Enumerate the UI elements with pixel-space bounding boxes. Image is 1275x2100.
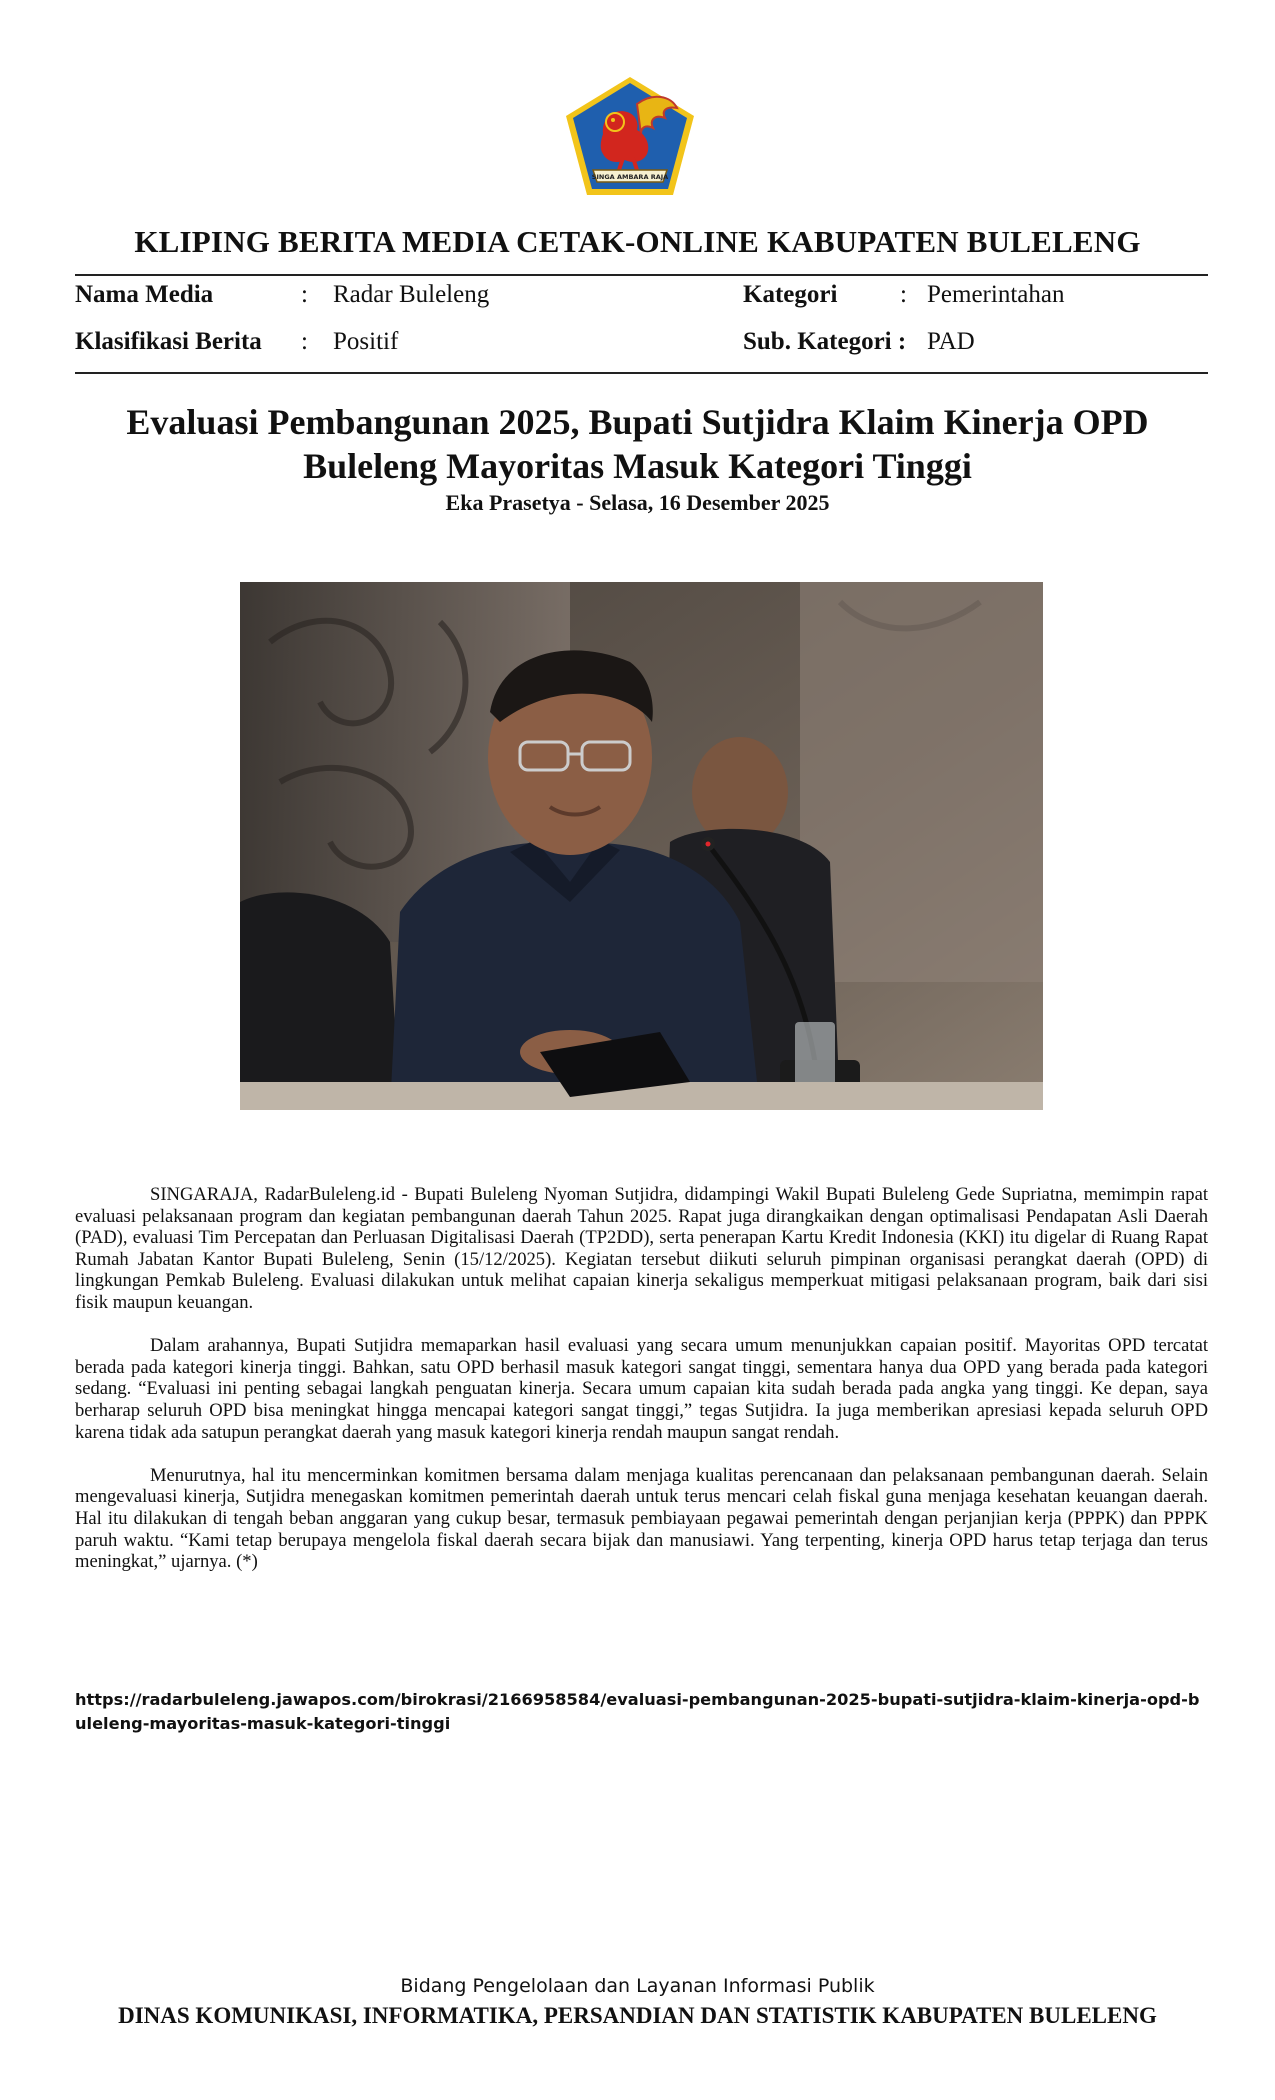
colon-separator: : <box>301 328 308 355</box>
article-byline: Eka Prasetya - Selasa, 16 Desember 2025 <box>445 490 830 515</box>
header-divider-bottom <box>75 372 1208 374</box>
kategori-value: Pemerintahan <box>927 281 1065 308</box>
sub-kategori-value: PAD <box>927 328 975 355</box>
nama-media-value: Radar Buleleng <box>333 281 490 308</box>
article-photo <box>240 582 1043 1110</box>
article-paragraph: SINGARAJA, RadarBuleleng.id - Bupati Buleleng Nyoman Sutjidra, didampingi Wakil Bupati Buleleng Gede Supriatna, memimpin rapat evaluasi pelaksanaan program dan kegiatan pembangunan daerah Tahun 2025. Rapat juga dirangkaikan dengan optimalisasi Pendapatan Asli Daerah (PAD), evaluasi Tim Percepatan dan Perluasan Digitalisasi Daerah (TP2DD), serta penerapan Kartu Kredit Indonesia (KKI) itu digelar di Ruang Rapat Rumah Jabatan Kantor Bupati Buleleng, Senin (15/12/2025). Kegiatan tersebut diikuti seluruh pimpinan organisasi perangkat daerah (OPD) di lingkungan Pemkab Buleleng. Evaluasi dilakukan untuk melihat capaian kinerja sekaligus memperkuat mitigasi pelaksanaan program, baik dari sisi fisik maupun keuangan. <box>75 1184 1208 1313</box>
logo-motto: SINGA AMBARA RAJA <box>591 173 669 181</box>
header-divider-top <box>75 274 1208 276</box>
footer-agency: DINAS KOMUNIKASI, INFORMATIKA, PERSANDIAN DAN STATISTIK KABUPATEN BULELENG <box>118 2003 1157 2028</box>
colon-separator: : <box>301 281 308 308</box>
colon-separator: : <box>900 281 907 308</box>
article-paragraph: Dalam arahannya, Bupati Sutjidra memaparkan hasil evaluasi yang secara umum menunjukkan capaian positif. Mayoritas OPD tercatat berada pada kategori kinerja tinggi. Bahkan, satu OPD berhasil masuk kategori sangat tinggi, sementara hanya dua OPD yang berada pada kategori sedang. “Evaluasi ini penting sebagai langkah penguatan kinerja. Secara umum capaian kita sudah berada pada angka yang tinggi. Ke depan, saya berharap seluruh OPD bisa meningkat hingga mencapai kategori sangat tinggi,” tegas Sutjidra. Ia juga memberikan apresiasi kepada seluruh OPD karena tidak ada satupun perangkat daerah yang masuk kategori kinerja rendah maupun sangat rendah. <box>75 1335 1208 1443</box>
source-url-link[interactable]: https://radarbuleleng.jawapos.com/birokrasi/2166958584/evaluasi-pembangunan-2025-bupati-sutjidra-klaim-kinerja-opd-buleleng-mayoritas-masuk-kategori-tinggi <box>75 1690 1200 1733</box>
buleleng-crest-logo <box>563 74 697 198</box>
footer-division: Bidang Pengelolaan dan Layanan Informasi Publik <box>400 1975 875 1997</box>
klasifikasi-value: Positif <box>333 328 399 355</box>
sub-kategori-label: Sub. Kategori : <box>743 328 907 355</box>
article-paragraph: Menurutnya, hal itu mencerminkan komitmen bersama dalam menjaga kualitas perencanaan dan pelaksanaan pembangunan daerah. Selain mengevaluasi kinerja, Sutjidra menegaskan komitmen pemerintah daerah untuk terus mencari celah fiskal guna menjaga kesehatan keuangan daerah. Hal itu dilakukan di tengah beban anggaran yang cukup besar, termasuk pembiayaan pegawai pemerintah dengan perjanjian kerja (PPPK) dan PPPK paruh waktu. “Kami tetap berupaya mengelola fiskal daerah secara bijak dan manusiawi. Yang terpenting, kinerja OPD harus tetap terjaga dan terus meningkat,” ujarnya. (*) <box>75 1464 1208 1573</box>
kategori-label: Kategori <box>743 281 838 308</box>
clipping-header-title: KLIPING BERITA MEDIA CETAK-ONLINE KABUPATEN BULELENG <box>134 224 1141 259</box>
nama-media-label: Nama Media <box>75 281 214 308</box>
article-title: Evaluasi Pembangunan 2025, Bupati Sutjidra Klaim Kinerja OPD Buleleng Mayoritas Masuk Kategori Tinggi <box>126 402 1149 486</box>
article-body <box>75 1184 1208 1594</box>
klasifikasi-label: Klasifikasi Berita <box>75 328 262 355</box>
